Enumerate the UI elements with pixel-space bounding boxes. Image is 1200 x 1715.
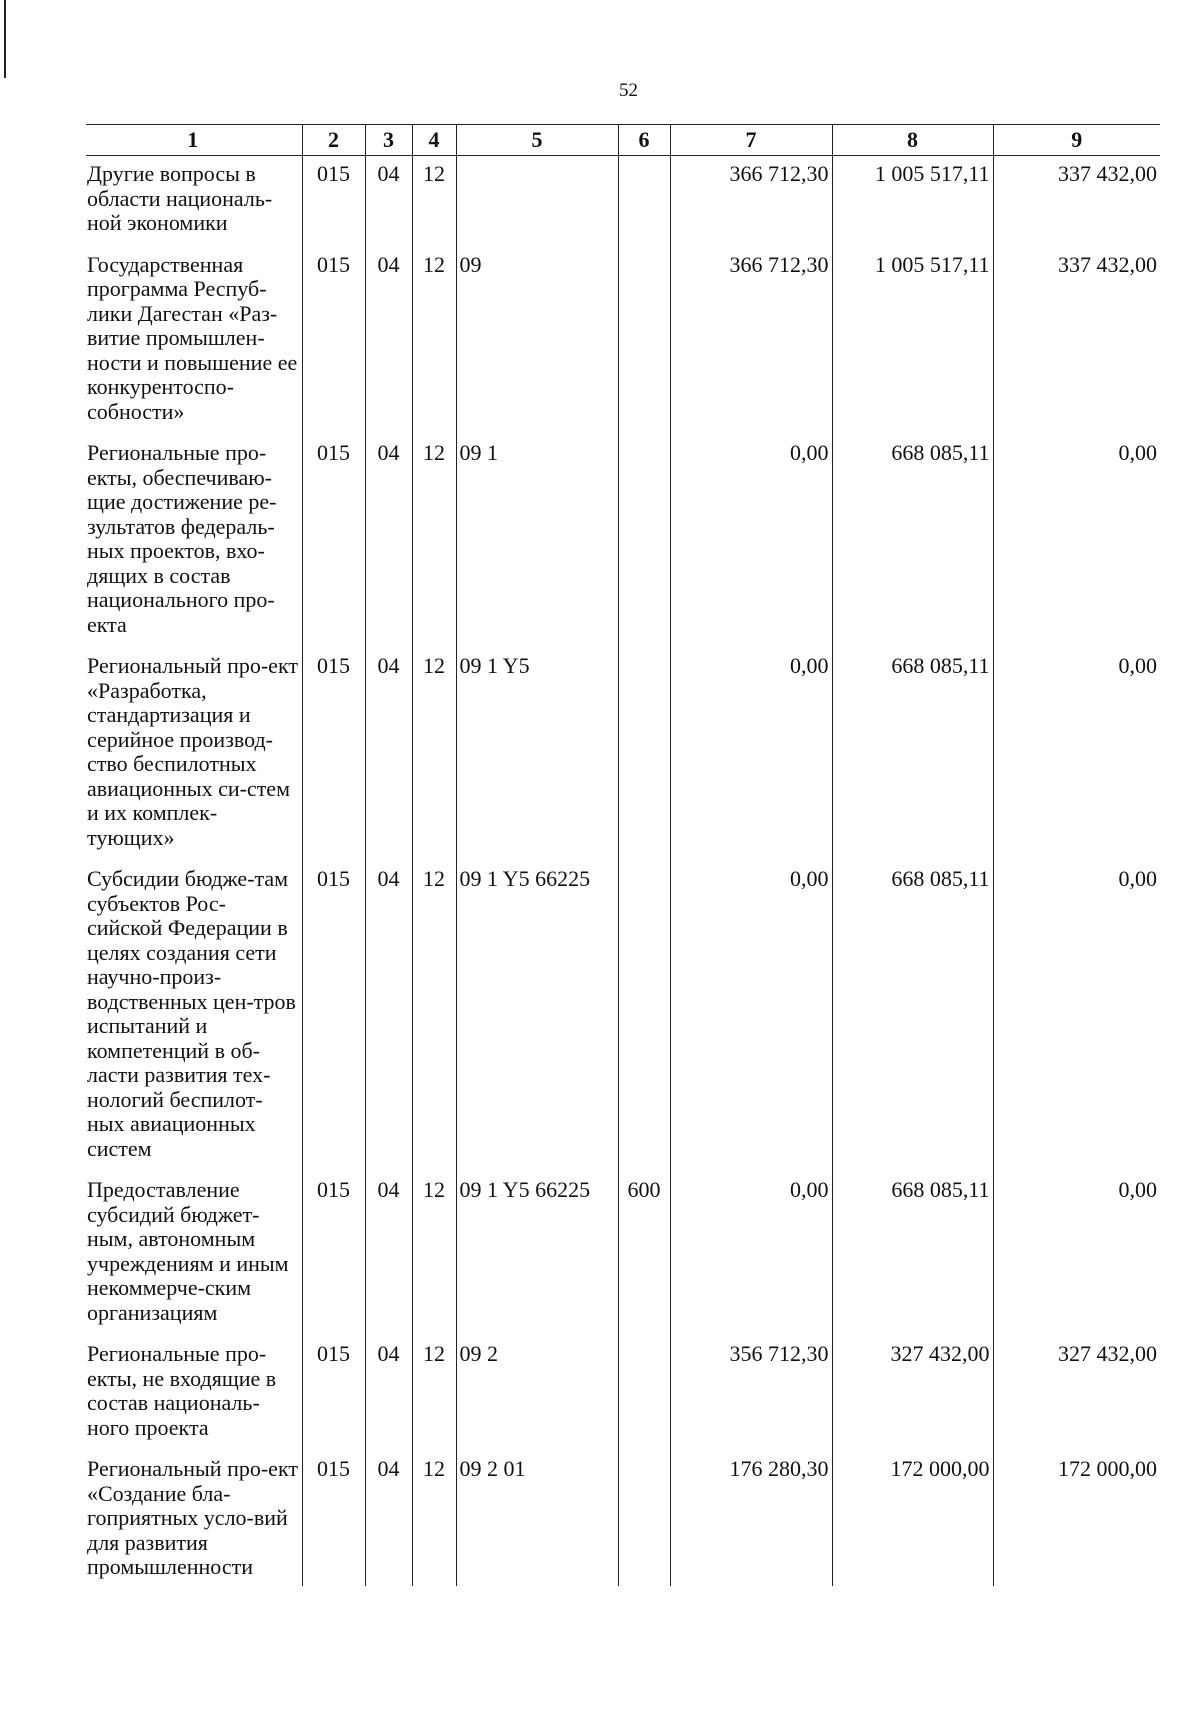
- amount-col7: 0,00: [670, 1172, 832, 1336]
- amount-col8: 1 005 517,11: [832, 247, 993, 436]
- amount-col9: 337 432,00: [993, 247, 1160, 436]
- amount-col9: 0,00: [993, 648, 1160, 861]
- amount-col7: 176 280,30: [670, 1451, 832, 1586]
- expense-type-code: [618, 247, 670, 436]
- table-row: [86, 435, 1160, 648]
- row-name: Субсидии бюдже-там субъектов Рос-сийской Федерации в целях создания сети научно-произ-водственных цен-тров испытаний и компетенций в об-ласти развития тех-нологий беспилот-ных авиационных систем: [87, 866, 296, 1161]
- section-code: 04: [365, 435, 412, 648]
- ministry-code: 015: [302, 861, 365, 1172]
- expense-type-code: [618, 435, 670, 648]
- column-header: 6: [618, 125, 670, 156]
- row-name: Региональный про-ект «Разработка, стандартизация и серийное производ-ство беспилотных авиационных си-стем и их комплек-тующих»: [87, 653, 298, 850]
- section-code: 04: [365, 861, 412, 1172]
- ministry-code: 015: [302, 156, 365, 247]
- subsection-code: 12: [412, 1451, 456, 1586]
- budget-table: [86, 124, 1160, 1586]
- expense-type-code: [618, 156, 670, 247]
- amount-col7: 366 712,30: [670, 156, 832, 247]
- row-name: Региональные про-екты, не входящие в состав националь-ного проекта: [87, 1341, 277, 1440]
- column-header: 4: [412, 125, 456, 156]
- ministry-code: 015: [302, 648, 365, 861]
- amount-col9: 0,00: [993, 861, 1160, 1172]
- target-article-code: 09: [456, 247, 618, 436]
- column-header: 9: [993, 125, 1160, 156]
- column-header: 3: [365, 125, 412, 156]
- ministry-code: 015: [302, 1451, 365, 1586]
- target-article-code: 09 2 01: [456, 1451, 618, 1586]
- amount-col9: 0,00: [993, 1172, 1160, 1336]
- amount-col8: 668 085,11: [832, 861, 993, 1172]
- column-header: 7: [670, 125, 832, 156]
- section-code: 04: [365, 156, 412, 247]
- amount-col8: 668 085,11: [832, 1172, 993, 1336]
- section-code: 04: [365, 648, 412, 861]
- page-number: 52: [619, 80, 638, 101]
- section-code: 04: [365, 1451, 412, 1586]
- column-header: 5: [456, 125, 618, 156]
- amount-col9: 172 000,00: [993, 1451, 1160, 1586]
- scan-edge-line: [4, 0, 6, 78]
- ministry-code: 015: [302, 247, 365, 436]
- row-name: Региональные про-екты, обеспечиваю-щие достижение ре-зультатов федераль-ных проектов, вхо-дящих в состав национального про-екта: [87, 440, 277, 637]
- ministry-code: 015: [302, 435, 365, 648]
- subsection-code: 12: [412, 156, 456, 247]
- section-code: 04: [365, 247, 412, 436]
- target-article-code: 09 1: [456, 435, 618, 648]
- expense-type-code: 600: [618, 1172, 670, 1336]
- amount-col8: 1 005 517,11: [832, 156, 993, 247]
- section-code: 04: [365, 1172, 412, 1336]
- amount-col7: 0,00: [670, 435, 832, 648]
- target-article-code: 09 1 Y5 66225: [456, 1172, 618, 1336]
- header-row: [86, 125, 1160, 156]
- subsection-code: 12: [412, 1336, 456, 1451]
- row-name: Региональный про-ект «Создание бла-гоприятных усло-вий для развития промышленности: [87, 1456, 298, 1579]
- ministry-code: 015: [302, 1336, 365, 1451]
- table-row: [86, 1336, 1160, 1451]
- target-article-code: 09 1 Y5: [456, 648, 618, 861]
- column-header: 1: [86, 125, 302, 156]
- ministry-code: 015: [302, 1172, 365, 1336]
- amount-col9: 327 432,00: [993, 1336, 1160, 1451]
- amount-col8: 668 085,11: [832, 435, 993, 648]
- target-article-code: 09 2: [456, 1336, 618, 1451]
- amount-col8: 668 085,11: [832, 648, 993, 861]
- target-article-code: [456, 156, 618, 247]
- table-row: [86, 1451, 1160, 1586]
- expense-type-code: [618, 861, 670, 1172]
- amount-col7: 0,00: [670, 648, 832, 861]
- subsection-code: 12: [412, 861, 456, 1172]
- subsection-code: 12: [412, 247, 456, 436]
- row-name: Государственная программа Респуб-лики Дагестан «Раз-витие промышлен-ности и повышение ее конкурентоспо-собности»: [87, 251, 298, 424]
- expense-type-code: [618, 1336, 670, 1451]
- column-header: 2: [302, 125, 365, 156]
- subsection-code: 12: [412, 648, 456, 861]
- table-row: [86, 247, 1160, 436]
- row-name: Другие вопросы в области националь-ной экономики: [87, 161, 273, 235]
- amount-col8: 172 000,00: [832, 1451, 993, 1586]
- subsection-code: 12: [412, 435, 456, 648]
- table-row: [86, 156, 1160, 247]
- target-article-code: 09 1 Y5 66225: [456, 861, 618, 1172]
- amount-col8: 327 432,00: [832, 1336, 993, 1451]
- table-row: [86, 861, 1160, 1172]
- amount-col7: 356 712,30: [670, 1336, 832, 1451]
- expense-type-code: [618, 648, 670, 861]
- amount-col7: 0,00: [670, 861, 832, 1172]
- table-row: [86, 1172, 1160, 1336]
- amount-col7: 366 712,30: [670, 247, 832, 436]
- section-code: 04: [365, 1336, 412, 1451]
- column-header: 8: [832, 125, 993, 156]
- amount-col9: 0,00: [993, 435, 1160, 648]
- table-row: [86, 648, 1160, 861]
- row-name: Предоставление субсидий бюджет-ным, автономным учреждениям и иным некоммерче-ским организациям: [87, 1177, 289, 1325]
- expense-type-code: [618, 1451, 670, 1586]
- amount-col9: 337 432,00: [993, 156, 1160, 247]
- subsection-code: 12: [412, 1172, 456, 1336]
